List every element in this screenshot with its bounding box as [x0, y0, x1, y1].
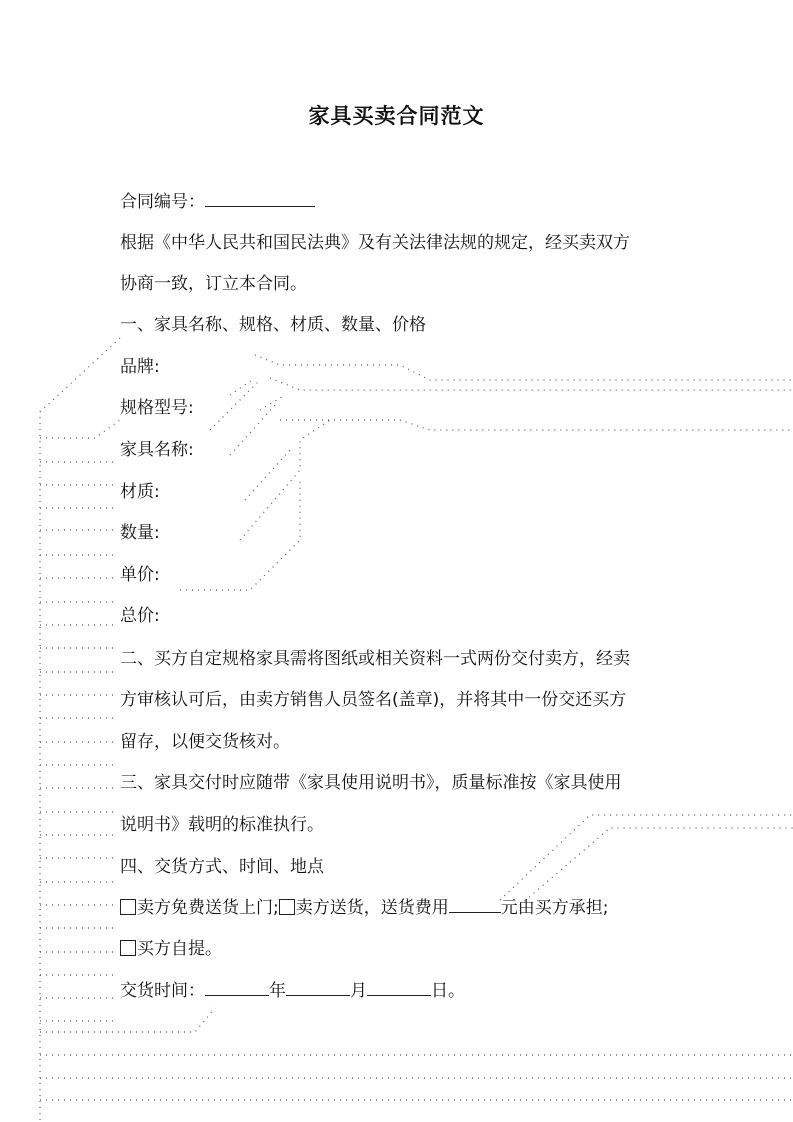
section2-line-3: 留存，以便交货核对。: [120, 732, 290, 752]
delivery-time-row: [120, 979, 465, 1003]
delivery-fee-field[interactable]: [449, 898, 501, 913]
month-label: 月: [350, 981, 367, 1001]
contract-number-field[interactable]: [205, 192, 315, 207]
delivery-option-1: 卖方免费送货上门;: [137, 898, 279, 918]
delivery-option-3: 买方自提。: [137, 939, 222, 959]
checkbox-buyer-pickup[interactable]: [120, 940, 136, 956]
section3-line-1: 三、家具交付时应随带《家具使用说明书》，质量标准按《家具使用: [120, 773, 622, 793]
field-brand: 品牌:: [120, 357, 160, 377]
delivery-option-2a: 卖方送货，送货费用: [295, 898, 449, 918]
delivery-options-row: [120, 896, 608, 920]
field-material: 材质:: [120, 482, 160, 502]
delivery-day-field[interactable]: [367, 981, 431, 996]
delivery-month-field[interactable]: [286, 981, 350, 996]
intro-line-1: 根据《中华人民共和国民法典》及有关法律法规的规定，经买卖双方: [120, 233, 630, 253]
document-title: 家具买卖合同范文: [308, 104, 485, 128]
delivery-time-label: 交货时间：: [120, 981, 205, 1001]
section4-heading: 四、交货方式、时间、地点: [120, 857, 324, 877]
pickup-row: [120, 937, 222, 961]
field-total-price: 总价:: [120, 606, 160, 626]
intro-line-2: 协商一致，订立本合同。: [120, 274, 307, 294]
section2-line-1: 二、买方自定规格家具需将图纸或相关资料一式两份交付卖方，经卖: [120, 649, 630, 669]
checkbox-free-delivery[interactable]: [120, 899, 136, 915]
checkbox-seller-delivery[interactable]: [279, 899, 295, 915]
field-unit-price: 单价:: [120, 565, 160, 585]
field-quantity: 数量:: [120, 523, 160, 543]
delivery-year-field[interactable]: [205, 981, 269, 996]
section2-line-2: 方审核认可后，由卖方销售人员签名(盖章)，并将其中一份交还买方: [120, 690, 627, 710]
field-name: 家具名称:: [120, 440, 194, 460]
field-model: 规格型号:: [120, 398, 194, 418]
contract-number-label: 合同编号：: [120, 192, 205, 212]
contract-number-row: [120, 190, 315, 214]
delivery-option-2b: 元由买方承担;: [500, 898, 609, 918]
section1-heading: 一、家具名称、规格、材质、数量、价格: [120, 315, 426, 335]
year-label: 年: [269, 981, 286, 1001]
day-label: 日。: [431, 981, 465, 1001]
section3-line-2: 说明书》载明的标准执行。: [120, 815, 324, 835]
